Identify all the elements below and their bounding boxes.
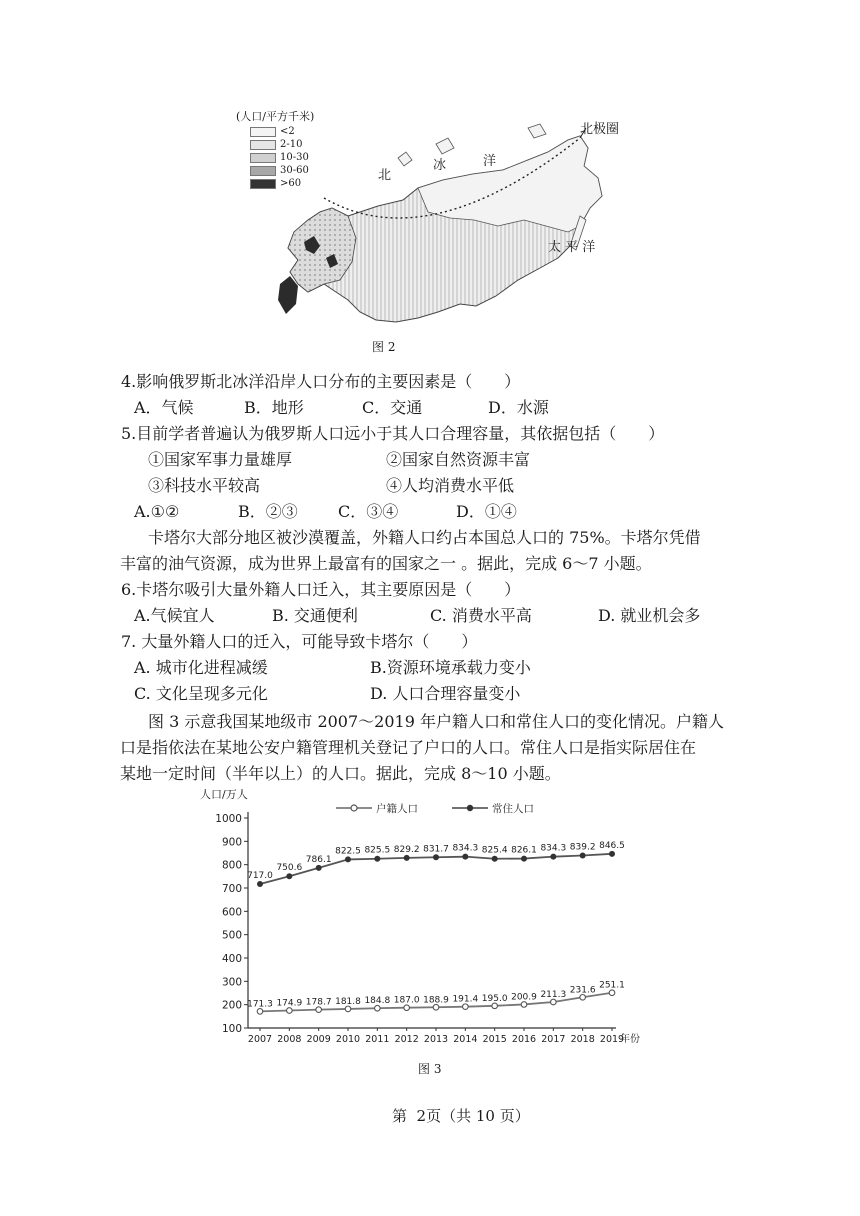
y-tick-label: 700 <box>221 883 242 895</box>
point-changzhu <box>404 855 410 861</box>
data-label-huji: 171.3 <box>247 999 273 1010</box>
y-tick-label: 1000 <box>215 813 242 825</box>
q7-stem: 7. 大量外籍人口的迁入，可能导致卡塔尔（ ） <box>121 632 478 651</box>
point-huji <box>463 1004 469 1010</box>
legend-label-huji: 户籍人口 <box>376 803 418 815</box>
point-huji <box>580 994 586 1000</box>
q4-option-b: B．地形 <box>244 398 304 417</box>
q6-option-d: D. 就业机会多 <box>598 606 701 625</box>
passage-population-line-1: 图 3 示意我国某地级市 2007～2019 年户籍人口和常住人口的变化情况。户籍人 <box>148 712 724 731</box>
point-changzhu <box>316 865 322 871</box>
q5-stem: 5.目前学者普遍认为俄罗斯人口远小于其人口合理容量，其依据包括（ ） <box>121 424 665 443</box>
point-changzhu <box>286 873 292 879</box>
point-huji <box>287 1008 293 1014</box>
data-label-huji: 200.9 <box>511 992 537 1003</box>
data-label-changzhu: 786.1 <box>305 854 332 865</box>
point-changzhu <box>433 854 439 860</box>
point-changzhu <box>550 854 556 860</box>
point-huji <box>551 999 557 1005</box>
q4-option-c: C．交通 <box>362 398 423 417</box>
passage-population-line-3: 某地一定时间（半年以上）的人口。据此，完成 8～10 小题。 <box>120 764 561 783</box>
x-tick-label: 2018 <box>570 1034 595 1045</box>
legend-swatch <box>250 179 276 189</box>
passage-qatar-line-2: 丰富的油气资源，成为世界上最富有的国家之一 。据此，完成 6～7 小题。 <box>120 554 652 573</box>
q6-stem: 6.卡塔尔吸引大量外籍人口迁入，其主要原因是（ ） <box>121 580 521 599</box>
x-tick-label: 2013 <box>423 1034 449 1045</box>
data-label-changzhu: 839.2 <box>569 842 596 853</box>
q7-option-c: C. 文化呈现多元化 <box>134 684 268 703</box>
page-footer: 第 2页（共 10 页） <box>392 1107 530 1125</box>
data-label-huji: 231.6 <box>569 985 596 996</box>
data-label-huji: 195.0 <box>481 993 508 1004</box>
x-tick-label: 2009 <box>306 1034 331 1045</box>
y-tick-label: 400 <box>221 953 242 965</box>
x-tick-label: 2008 <box>277 1034 302 1045</box>
y-tick-label: 800 <box>221 859 242 872</box>
data-label-huji: 211.3 <box>540 990 567 1001</box>
legend-label: <2 <box>280 126 295 137</box>
y-tick-label: 300 <box>221 976 242 989</box>
q5-item-2: ②国家自然资源丰富 <box>386 450 531 469</box>
q5-item-3: ③科技水平较高 <box>148 476 261 495</box>
data-label-changzhu: 822.5 <box>335 846 361 857</box>
q5-option-c: C．③④ <box>338 502 399 521</box>
y-axis-label: 人口/万人 <box>200 788 248 801</box>
figure-3-caption: 图 3 <box>418 1062 442 1076</box>
data-label-huji: 184.8 <box>364 996 391 1007</box>
point-huji <box>492 1003 498 1009</box>
data-label-changzhu: 829.2 <box>393 844 420 855</box>
legend-swatch <box>250 140 276 150</box>
data-label-changzhu: 825.5 <box>364 845 391 856</box>
figure-2-caption: 图 2 <box>372 340 396 354</box>
data-label-changzhu: 834.3 <box>540 843 567 854</box>
point-changzhu <box>609 851 615 857</box>
q5-option-b: B．②③ <box>238 502 298 521</box>
x-tick-label: 2011 <box>365 1034 390 1045</box>
legend-item <box>250 178 302 222</box>
data-label-changzhu: 826.1 <box>511 845 537 856</box>
point-changzhu <box>374 856 380 862</box>
point-changzhu <box>580 853 586 859</box>
y-tick-label: 200 <box>221 999 242 1012</box>
q5-option-d: D．①④ <box>456 502 517 521</box>
q4-stem: 4.影响俄罗斯北冰洋沿岸人口分布的主要因素是（ ） <box>121 372 521 391</box>
x-tick-label: 2014 <box>453 1034 478 1045</box>
legend-swatch <box>250 166 276 176</box>
arctic-ocean-label-bei: 北 <box>378 168 392 183</box>
data-label-huji: 178.7 <box>305 997 332 1008</box>
point-huji <box>316 1007 322 1013</box>
data-label-huji: 174.9 <box>276 998 303 1009</box>
data-label-huji: 188.9 <box>423 995 449 1006</box>
q6-option-b: B. 交通便利 <box>272 606 358 625</box>
x-axis-label: 年份 <box>620 1034 640 1045</box>
legend-marker-huji <box>351 805 357 811</box>
pacific-ocean-label: 太 平 洋 <box>548 240 596 255</box>
point-huji <box>345 1006 351 1012</box>
q4-option-d: D．水源 <box>488 398 549 417</box>
x-tick-label: 2017 <box>541 1034 566 1045</box>
q5-option-a: A.①② <box>134 502 180 521</box>
q5-item-4: ④人均消费水平低 <box>386 476 515 495</box>
point-huji <box>404 1005 410 1011</box>
q6-option-c: C. 消费水平高 <box>430 606 532 625</box>
legend-label: 30-60 <box>280 165 309 176</box>
point-changzhu <box>492 856 498 862</box>
x-tick-label: 2015 <box>482 1034 507 1045</box>
legend-marker-changzhu <box>467 805 473 811</box>
legend-swatch <box>250 127 276 137</box>
y-tick-label: 500 <box>221 929 242 942</box>
x-tick-label: 2007 <box>247 1034 273 1045</box>
data-label-huji: 181.8 <box>335 996 361 1007</box>
point-changzhu <box>345 856 351 862</box>
point-changzhu <box>521 856 527 862</box>
legend-label: 10-30 <box>280 152 309 163</box>
q5-item-1: ①国家军事力量雄厚 <box>148 450 293 469</box>
data-label-changzhu: 750.6 <box>276 863 303 874</box>
x-tick-label: 2019 <box>599 1034 625 1045</box>
y-tick-label: 900 <box>221 836 242 849</box>
y-tick-label: 600 <box>221 906 242 919</box>
q4-option-a: A．气候 <box>134 398 194 417</box>
legend-label: 2-10 <box>280 139 303 150</box>
x-tick-label: 2016 <box>511 1034 537 1045</box>
data-label-huji: 191.4 <box>452 994 479 1005</box>
point-huji <box>521 1002 527 1008</box>
data-label-huji: 251.1 <box>599 980 625 991</box>
data-label-changzhu: 834.3 <box>452 843 479 854</box>
data-label-changzhu: 831.7 <box>423 844 449 855</box>
arctic-circle-label: 北极圈 <box>580 122 620 137</box>
arctic-ocean-label-yang: 洋 <box>483 154 497 169</box>
map-legend-title: (人口/平方千米) <box>236 110 315 123</box>
point-changzhu <box>462 854 468 860</box>
arctic-ocean-label-bing: 冰 <box>433 158 447 173</box>
point-huji <box>433 1004 439 1010</box>
legend-label: >60 <box>280 178 302 189</box>
passage-population-line-2: 口是指依法在某地公安户籍管理机关登记了户口的人口。常住人口是指实际居住在 <box>120 738 697 757</box>
x-tick-label: 2012 <box>394 1034 419 1045</box>
q6-option-a: A.气候宜人 <box>134 606 215 625</box>
legend-swatch <box>250 153 276 163</box>
point-huji <box>257 1009 263 1015</box>
data-label-changzhu: 825.4 <box>481 845 508 856</box>
q7-option-b: B.资源环境承载力变小 <box>370 658 531 677</box>
point-huji <box>375 1005 381 1011</box>
russia-population-density-map <box>228 108 628 330</box>
point-changzhu <box>257 881 263 887</box>
data-label-changzhu: 717.0 <box>247 871 273 882</box>
data-label-huji: 187.0 <box>393 995 420 1006</box>
point-huji <box>609 990 615 996</box>
x-tick-label: 2010 <box>335 1034 361 1045</box>
passage-qatar-line-1: 卡塔尔大部分地区被沙漠覆盖，外籍人口约占本国总人口的 75%。卡塔尔凭借 <box>148 528 701 547</box>
data-label-changzhu: 846.5 <box>599 840 625 851</box>
q7-option-d: D. 人口合理容量变小 <box>370 684 521 703</box>
q7-option-a: A. 城市化进程减缓 <box>134 658 268 677</box>
population-line-chart <box>196 786 656 1048</box>
y-tick-label: 100 <box>221 1023 242 1035</box>
legend-label-changzhu: 常住人口 <box>492 803 534 815</box>
